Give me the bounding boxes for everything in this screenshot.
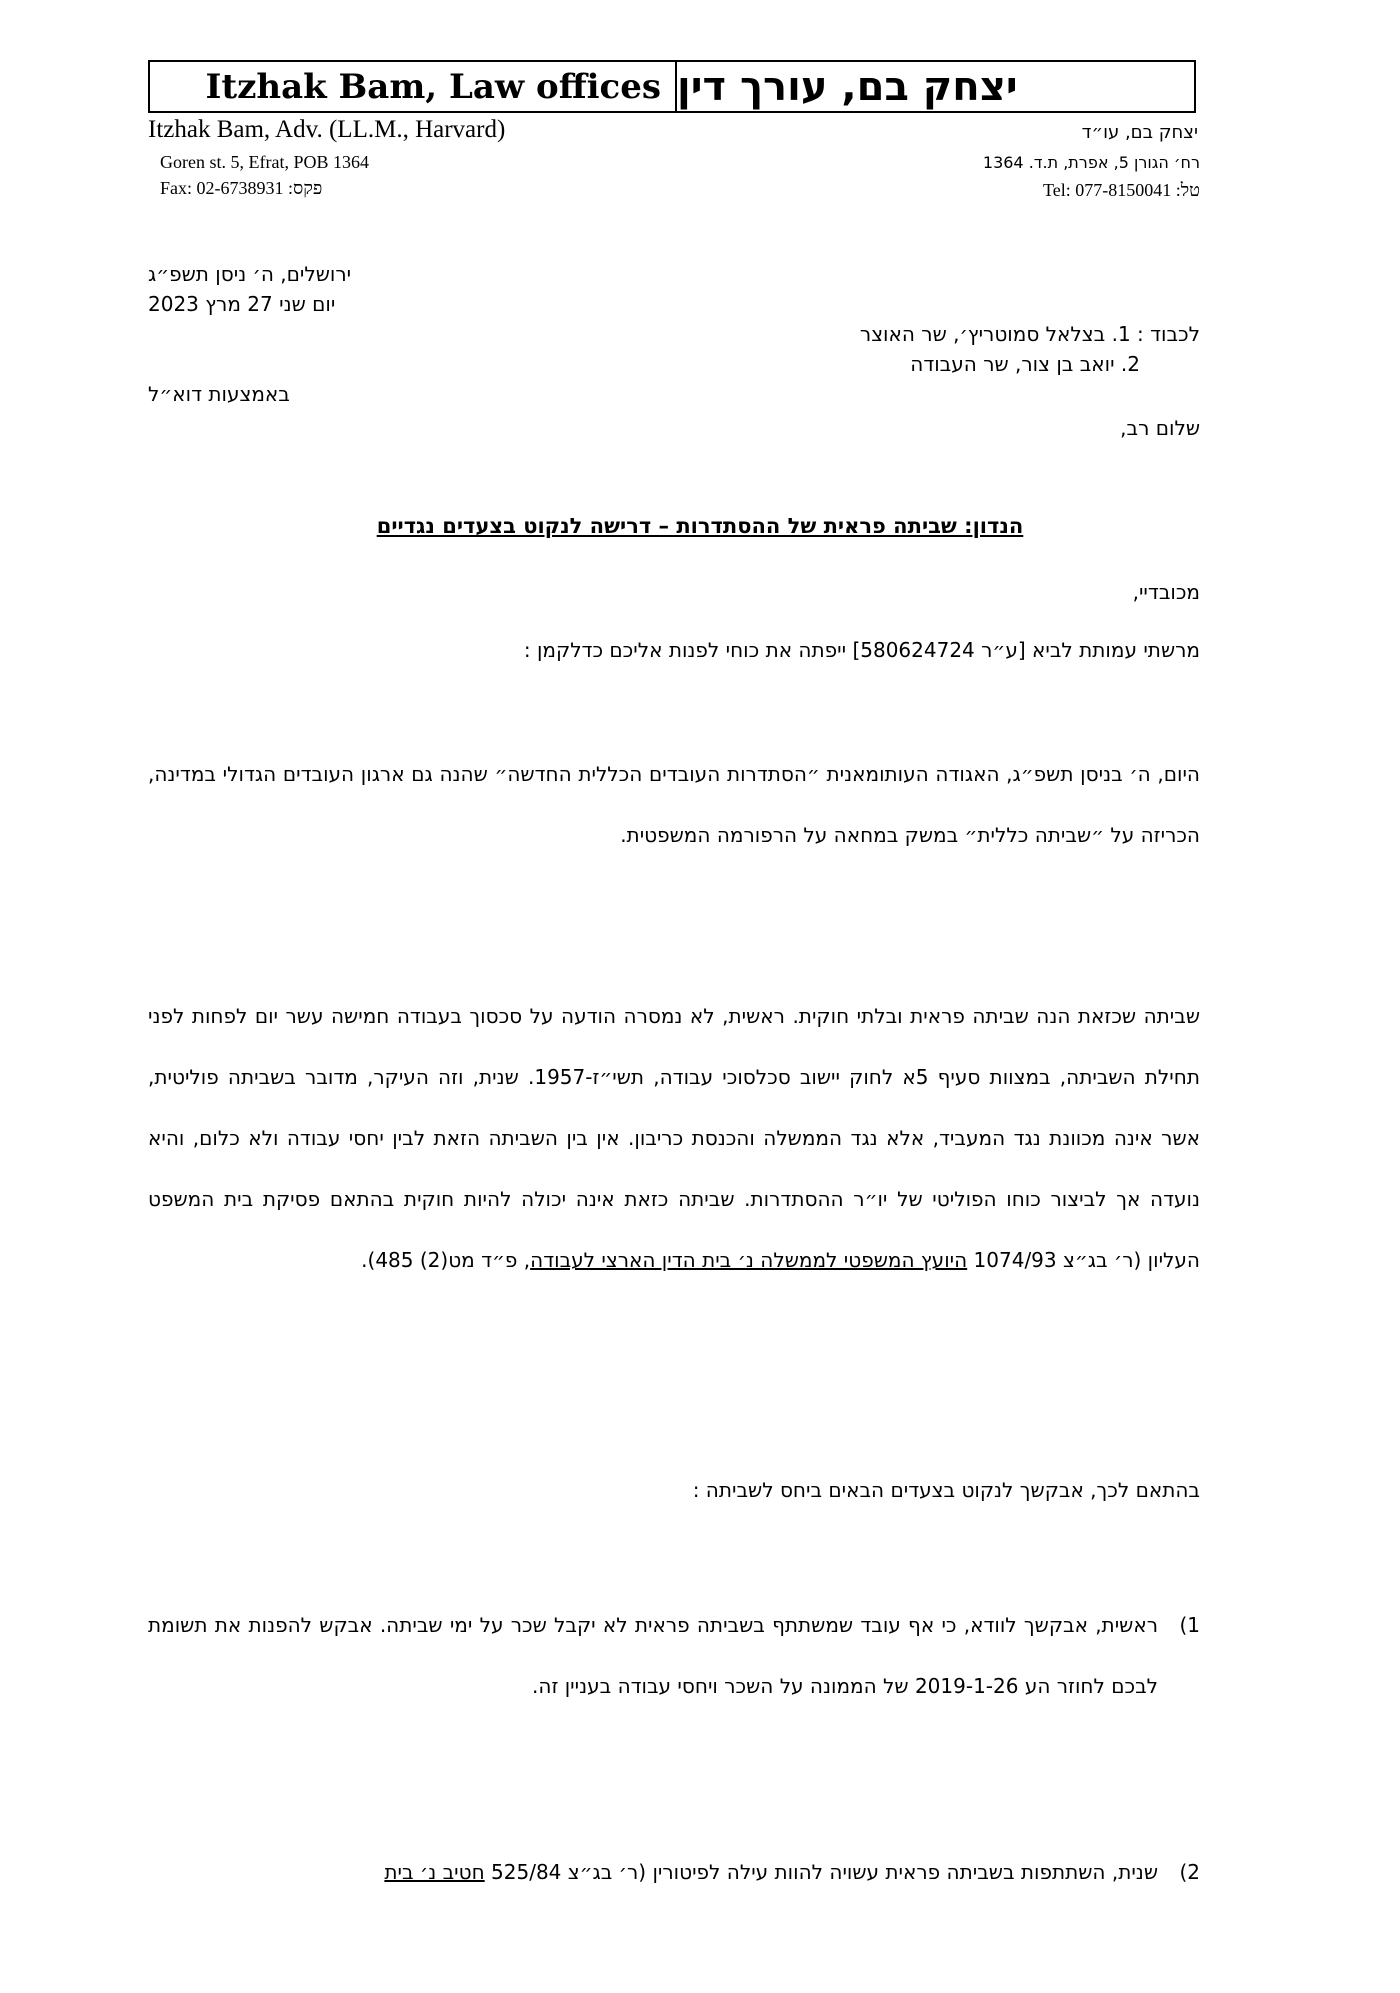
recipient-line-2: 2. יואב בן צור, שר העבודה — [910, 352, 1140, 376]
list-item-text: ראשית, אבקשך לוודא, כי אף עובד שמשתתף בשביתה פראית לא יקבל שכר על ימי שביתה. אבקש להפנות את תשומת לבכם לחוזר הע 2019-1-26 של הממונה על השכר ויחסי עבודה בעניין זה. — [148, 1613, 1158, 1698]
intro-line: מרשתי עמותת לביא [ע״ר 580624724] ייפתה את כוחי לפנות אליכם כדלקמן : — [523, 638, 1200, 662]
tel-number: Tel: 077-8150041 :טל — [1042, 180, 1200, 200]
list-item-text — [148, 1842, 1158, 1903]
case-citation: חטיב נ׳ בית — [384, 1860, 485, 1884]
delivery-method: באמצעות דוא״ל — [148, 382, 290, 406]
list-item-text-start: שנית, השתתפות בשביתה פראית עשויה להוות עילה לפיטורין (ר׳ בג״צ 525/84 — [484, 1860, 1158, 1884]
list-item — [148, 1595, 1200, 1717]
greeting: שלום רב, — [1120, 416, 1200, 440]
list-item — [148, 1842, 1200, 1903]
paragraph-text: שביתה שכזאת הנה שביתה פראית ובלתי חוקית. ראשית, לא נמסרה הודעה על סכסוך בעבודה חמישה עשר יום לפחות לפני תחילת השביתה, במצוות סעיף 5א לחוק יישוב סכלסוכי עבודה, תשי״ז-1957. שנית, וזה העיקר, מדובר בשביתה פוליטית, אשר אינה מכוונת נגד המעביד, אלא נגד הממשלה והכנסת כריבון. אין בין השביתה הזאת לבין יחסי עבודה ולא כלום, והיא נועדה אך לביצור כוחו הפוליטי של יו״ר ההסתדרות. שביתה כזאת אינה יכולה להיות חוקית בהתאם פסיקת בית המשפט העליון (ר׳ בג״צ 1074/93 — [148, 1004, 1200, 1272]
case-citation: היועץ המשפטי לממשלה נ׳ בית הדין הארצי לעבודה — [530, 1248, 968, 1272]
letterhead-title-en: Itzhak Bam, Law offices — [150, 62, 677, 111]
lawyer-name-he: יצחק בם, עו״ד — [1081, 122, 1198, 143]
paragraph-text-end: , פ״ד מט(2) 485). — [361, 1248, 531, 1272]
date-gregorian: יום שני 27 מרץ 2023 — [148, 292, 336, 316]
letterhead-title-he: יצחק בם, עורך דין — [677, 63, 1018, 110]
list-number: 2) — [1179, 1860, 1200, 1884]
letterhead-box — [148, 60, 1196, 113]
subject-text: הנדון: שביתה פראית של ההסתדרות – דרישה לנקוט בצעדים נגדיים — [376, 514, 1024, 538]
fax-number: Fax: 02-6738931 :פקס — [160, 178, 323, 198]
lawyer-name-en: Itzhak Bam, Adv. (LL.M., Harvard) — [148, 116, 506, 143]
office-address-he: רח׳ הגורן 5, אפרת, ת.ד. 1364 — [982, 153, 1200, 172]
request-intro: בהתאם לכך, אבקשך לנקוט בצעדים הבאים ביחס לשביתה : — [692, 1478, 1200, 1502]
recipient-line-1: לכבוד : 1. בצלאל סמוטריץ׳, שר האוצר — [859, 322, 1200, 346]
paragraph-strike-illegal — [148, 986, 1200, 1291]
date-hebrew: ירושלים, ה׳ ניסן תשפ״ג — [148, 262, 352, 286]
subject-line — [0, 514, 1400, 538]
salutation: מכובדיי, — [1132, 580, 1200, 604]
office-address-en: Goren st. 5, Efrat, POB 1364 — [160, 152, 369, 172]
paragraph-strike-announcement: היום, ה׳ בניסן תשפ״ג, האגודה העותומאנית ״הסתדרות העובדים הכללית החדשה״ שהנה גם ארגון העובדים הגדולי במדינה, הכריזה על ״שביתה כללית״ במשק במחאה על הרפורמה המשפטית. — [148, 762, 1200, 847]
list-number: 1) — [1179, 1613, 1200, 1637]
